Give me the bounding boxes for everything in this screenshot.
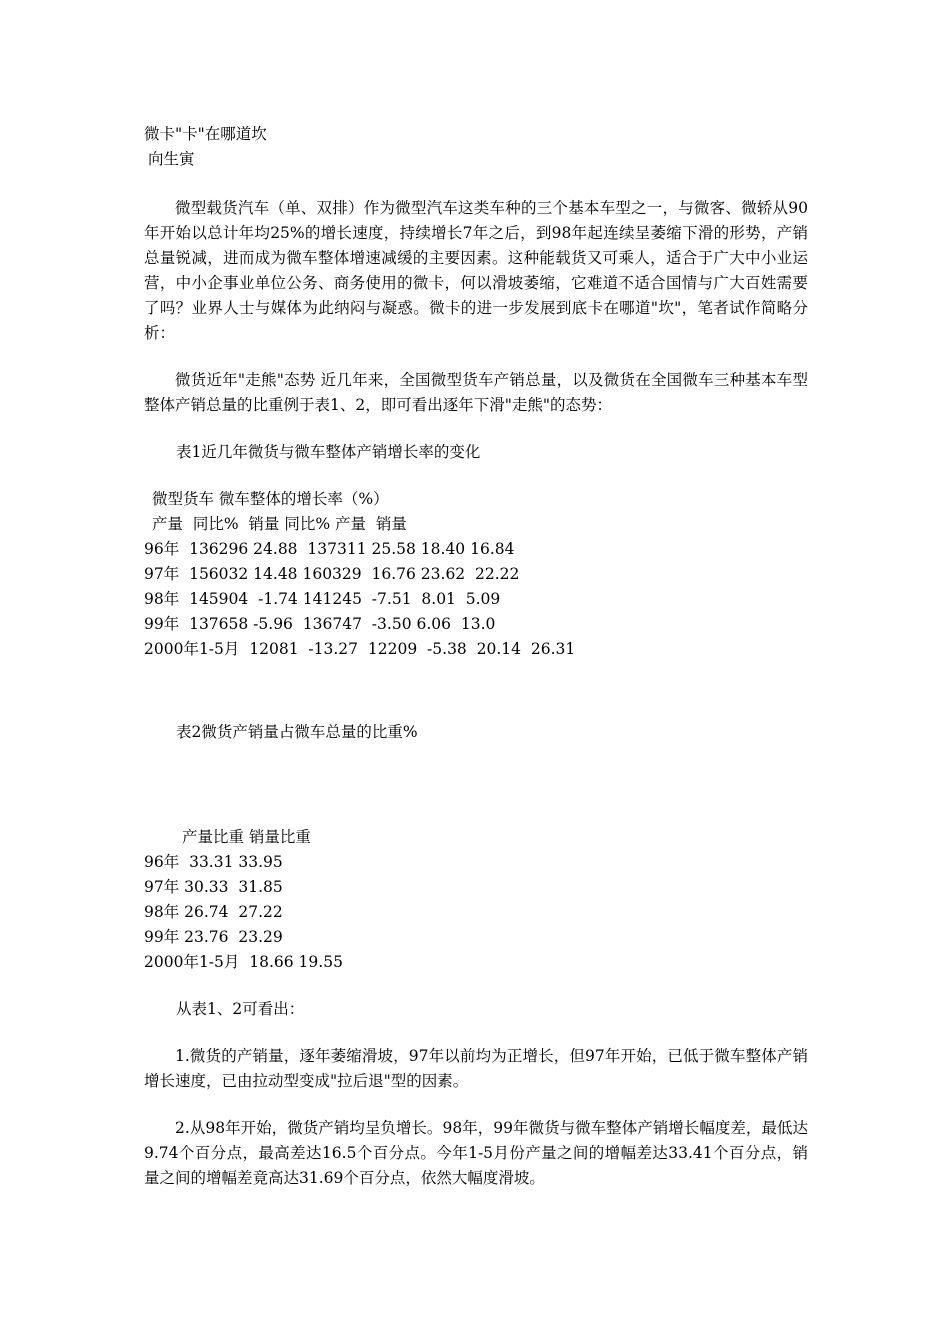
table2-caption: 表2微货产销量占微车总量的比重% xyxy=(176,723,418,741)
article-title: 微卡"卡"在哪道坎 xyxy=(144,125,267,143)
author-name: 向生寅 xyxy=(148,150,195,168)
table2-row: 99年 23.76 23.29 xyxy=(144,928,283,946)
table1-row: 99年 137658 -5.96 136747 -3.50 6.06 13.0 xyxy=(144,615,496,633)
point-2-paragraph: 2.从98年开始，微货产销均呈负增长。98年，99年微货与微车整体产销增长幅度差，最低达9.74个百分点，最高差达16.5个百分点。今年1-5月份产量之间的增幅差达33.41个百分点，销量之间的增幅差竟高达31.69个百分点，依然大幅度滑坡。 xyxy=(144,1119,808,1187)
table1-header-1: 微型货车 微车整体的增长率（%） xyxy=(152,490,389,508)
table2-row: 98年 26.74 27.22 xyxy=(144,903,283,921)
table1 xyxy=(144,487,808,662)
table1-header-2: 产量 同比% 销量 同比% 产量 销量 xyxy=(152,515,407,533)
table2-row: 2000年1-5月 18.66 19.55 xyxy=(144,953,343,971)
table2-row: 97年 30.33 31.85 xyxy=(144,878,283,896)
conclusion-intro: 从表1、2可看出： xyxy=(176,1000,305,1018)
document-body xyxy=(144,122,808,1191)
intro-paragraph: 微型载货汽车（单、双排）作为微型汽车这类车种的三个基本车型之一，与微客、微轿从90年开始以总计年均25%的增长速度，持续增长7年之后，到98年起连续呈萎缩下滑的形势，产销总量锐减，进而成为微车整体增速减缓的主要因素。这种能载货又可乘人，适合于广大中小业运营，中小企事业单位公务、商务使用的微卡，何以滑坡萎缩，它难道不适合国情与广大百姓需要了吗？业界人士与媒体为此纳闷与凝惑。微卡的进一步发展到底卡在哪道"坎"，笔者试作简略分析： xyxy=(144,199,808,342)
section-trend-paragraph: 微货近年"走熊"态势 近几年来，全国微型货车产销总量，以及微货在全国微车三种基本车型整体产销总量的比重例于表1、2，即可看出逐年下滑"走熊"的态势： xyxy=(144,371,808,414)
table1-row: 98年 145904 -1.74 141245 -7.51 8.01 5.09 xyxy=(144,590,501,608)
table2 xyxy=(144,825,808,975)
table1-row: 97年 156032 14.48 160329 16.76 23.62 22.22 xyxy=(144,565,520,583)
table1-row: 96年 136296 24.88 137311 25.58 18.40 16.84 xyxy=(144,540,515,558)
table1-caption: 表1近几年微货与微车整体产销增长率的变化 xyxy=(176,443,481,461)
point-1-paragraph: 1.微货的产销量，逐年萎缩滑坡，97年以前均为正增长，但97年开始，已低于微车整体产销增长速度，已由拉动型变成"拉后退"型的因素。 xyxy=(144,1047,808,1090)
table2-header: 产量比重 销量比重 xyxy=(182,828,311,846)
table2-row: 96年 33.31 33.95 xyxy=(144,853,283,871)
table1-row: 2000年1-5月 12081 -13.27 12209 -5.38 20.14 26.31 xyxy=(144,640,576,658)
